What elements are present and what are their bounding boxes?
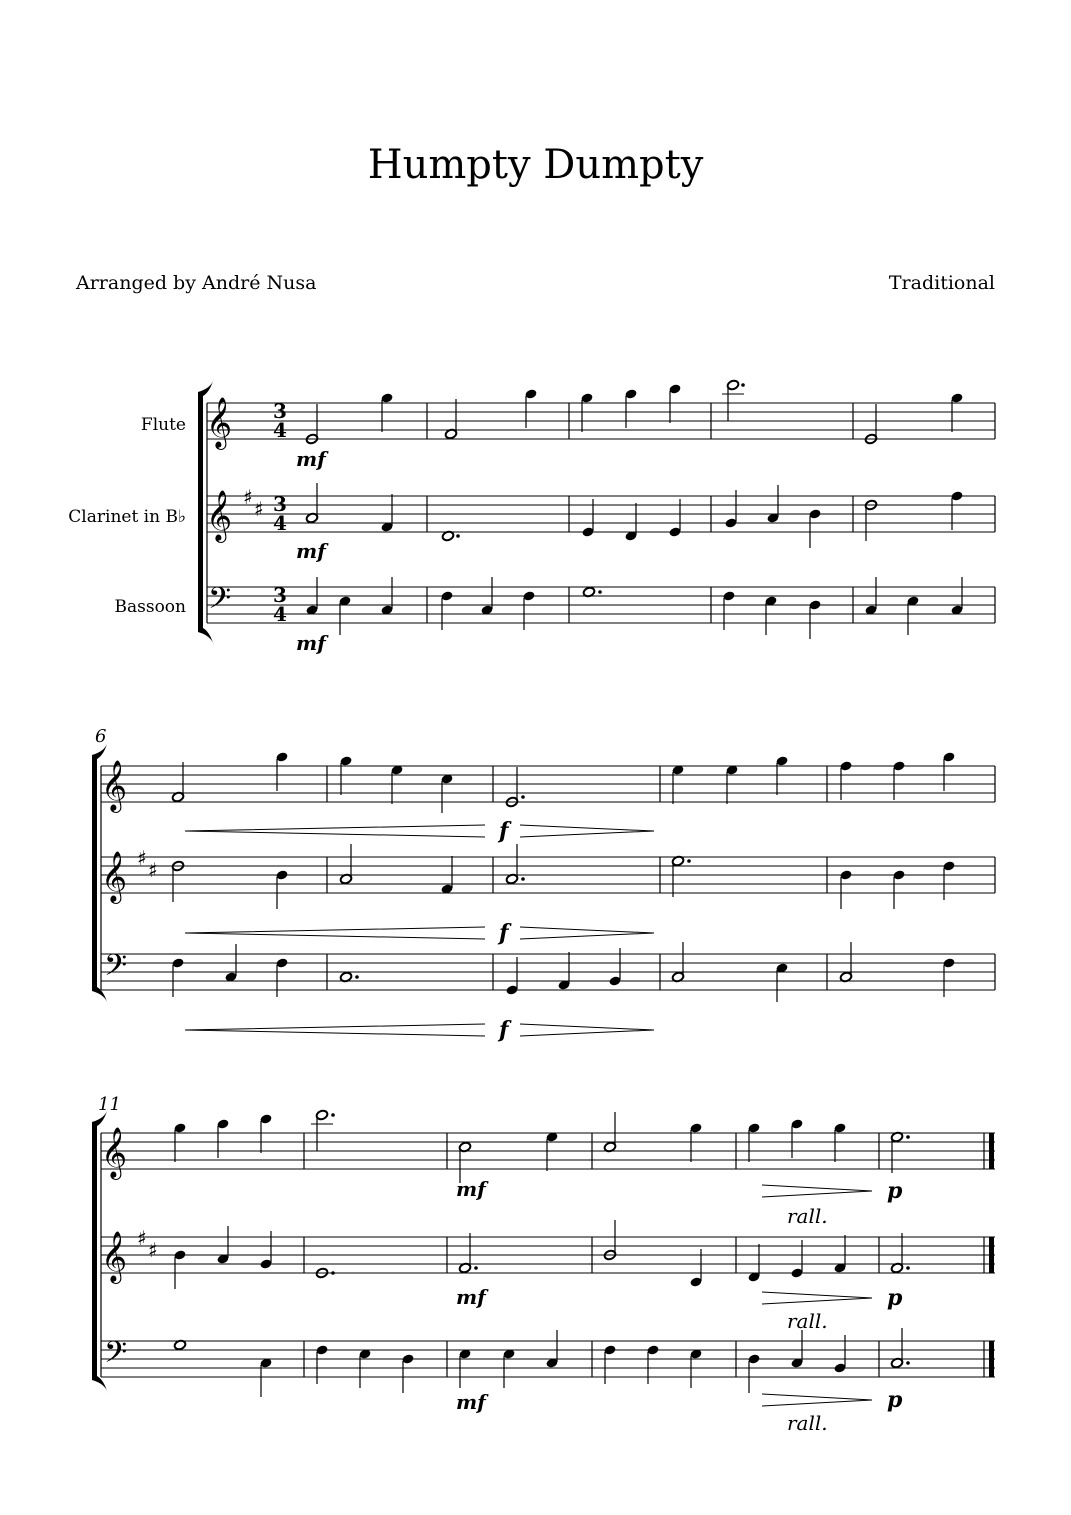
dynamics-system-1 xyxy=(296,447,329,655)
dynamics-system-3 xyxy=(456,1177,903,1414)
svg-text:3: 3 xyxy=(273,583,287,607)
svg-text:p: p xyxy=(887,1285,903,1311)
system-1 xyxy=(68,378,995,655)
svg-text:mf: mf xyxy=(296,539,326,563)
staff-flute xyxy=(101,766,995,802)
svg-text:4: 4 xyxy=(273,602,287,626)
final-barline xyxy=(989,1133,994,1377)
svg-text:mf: mf xyxy=(456,1285,486,1309)
svg-text:f: f xyxy=(499,920,509,946)
treble-clef-icon: 𝄞 xyxy=(101,1231,128,1282)
sharp-icon: ♯ xyxy=(137,846,147,870)
composer-credit: Traditional xyxy=(888,272,995,294)
staff-bassoon xyxy=(101,954,995,990)
dynamics-system-2 xyxy=(497,818,512,1043)
svg-text:rall.: rall. xyxy=(787,1204,828,1228)
staff-clarinet xyxy=(207,496,995,532)
bassoon-notes xyxy=(173,1328,909,1397)
arranger-credit: Arranged by André Nusa xyxy=(76,272,317,294)
svg-text:mf: mf xyxy=(296,447,326,471)
sharp-icon: ♯ xyxy=(148,1238,158,1262)
measure-number: 6 xyxy=(95,726,107,747)
sharp-icon: ♯ xyxy=(148,858,158,882)
svg-text:3: 3 xyxy=(273,399,287,423)
svg-text:mf: mf xyxy=(456,1390,486,1414)
svg-text:3: 3 xyxy=(273,492,287,516)
treble-clef-icon: 𝄞 xyxy=(206,490,233,541)
staff-flute xyxy=(207,403,995,439)
svg-text:p: p xyxy=(887,1178,903,1204)
flute-notes xyxy=(171,751,955,813)
instrument-label-clarinet: Clarinet in B♭ xyxy=(68,507,186,527)
svg-text:4: 4 xyxy=(273,418,287,442)
system-3 xyxy=(92,1094,995,1435)
svg-text:mf: mf xyxy=(296,631,326,655)
svg-text:4: 4 xyxy=(273,511,287,535)
sharp-icon: ♯ xyxy=(137,1226,147,1250)
measure-number: 11 xyxy=(98,1094,121,1115)
treble-clef-icon: 𝄞 xyxy=(206,397,233,448)
svg-text:f: f xyxy=(499,818,509,844)
instrument-label-bassoon: Bassoon xyxy=(114,597,186,617)
svg-text:p: p xyxy=(887,1387,903,1413)
bass-clef-icon: 𝄢 xyxy=(104,1336,128,1377)
bassoon-notes xyxy=(305,577,963,639)
score-title: Humpty Dumpty xyxy=(367,142,704,188)
tempo-markings xyxy=(787,1204,828,1435)
barlines xyxy=(207,403,995,623)
treble-clef-icon: 𝄞 xyxy=(101,760,128,811)
staff-clarinet xyxy=(101,857,995,893)
bass-clef-icon: 𝄢 xyxy=(208,582,232,623)
svg-text:rall.: rall. xyxy=(787,1309,828,1333)
treble-clef-icon: 𝄞 xyxy=(101,851,128,902)
clarinet-notes xyxy=(305,483,963,548)
system-2 xyxy=(92,726,995,1043)
sharp-icon: ♯ xyxy=(254,497,264,521)
staff-clarinet xyxy=(101,1237,995,1273)
bass-clef-icon: 𝄢 xyxy=(104,949,128,990)
svg-text:f: f xyxy=(499,1017,509,1043)
staff-bassoon xyxy=(101,1341,995,1377)
clarinet-notes xyxy=(171,844,955,909)
flute-notes xyxy=(173,1109,909,1183)
svg-text:rall.: rall. xyxy=(787,1411,828,1435)
svg-text:mf: mf xyxy=(456,1177,486,1201)
sharp-icon: ♯ xyxy=(243,485,253,509)
instrument-label-flute: Flute xyxy=(140,415,186,435)
barlines xyxy=(101,766,995,990)
treble-clef-icon: 𝄞 xyxy=(101,1127,128,1178)
time-signatures xyxy=(273,399,287,626)
